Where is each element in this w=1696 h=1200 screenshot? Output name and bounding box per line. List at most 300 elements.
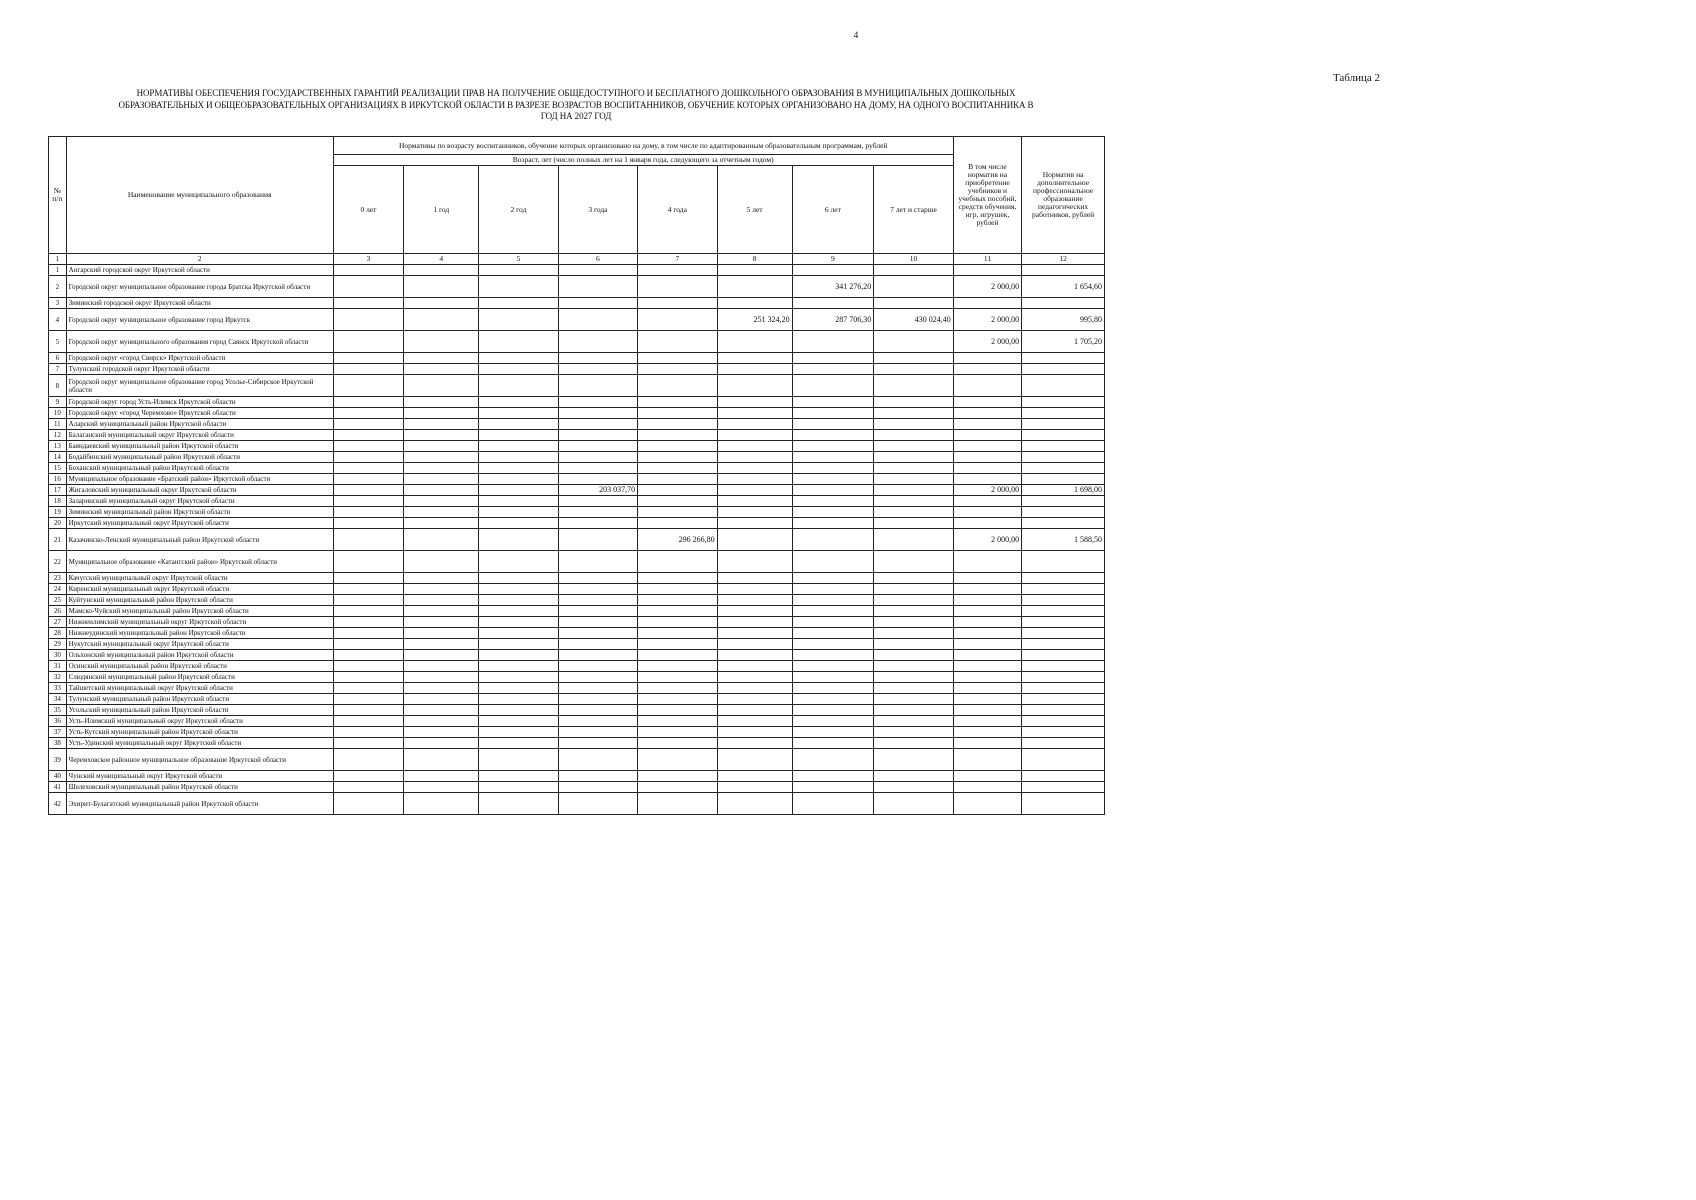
value-cell <box>792 628 874 639</box>
value-cell <box>953 771 1021 782</box>
value-cell <box>1022 749 1105 771</box>
value-cell <box>874 672 954 683</box>
table-row <box>49 265 1105 276</box>
value-cell <box>874 353 954 364</box>
row-number: 5 <box>49 331 67 353</box>
value-cell <box>953 705 1021 716</box>
value-cell <box>558 782 637 793</box>
municipality-name: Городской округ муниципальное образование город Усолье-Сибирское Иркутской области <box>66 375 333 397</box>
value-cell <box>874 551 954 573</box>
municipality-name: Слюдянский муниципальный район Иркутской области <box>66 672 333 683</box>
value-cell <box>792 573 874 584</box>
value-cell <box>874 474 954 485</box>
value-cell: 203 037,70 <box>558 485 637 496</box>
value-cell <box>404 551 479 573</box>
value-cell <box>953 397 1021 408</box>
value-cell <box>638 397 717 408</box>
value-cell <box>638 419 717 430</box>
municipality-name: Нижнеилимский муниципальный округ Иркутской области <box>66 617 333 628</box>
table-row <box>49 650 1105 661</box>
value-cell <box>404 430 479 441</box>
value-cell <box>792 749 874 771</box>
value-cell <box>792 551 874 573</box>
value-cell <box>717 298 792 309</box>
value-cell <box>333 738 404 749</box>
value-cell <box>792 331 874 353</box>
row-number: 35 <box>49 705 67 716</box>
table-row <box>49 661 1105 672</box>
value-cell <box>638 353 717 364</box>
value-cell <box>638 364 717 375</box>
value-cell <box>333 496 404 507</box>
value-cell <box>953 716 1021 727</box>
value-cell <box>874 793 954 815</box>
value-cell <box>638 782 717 793</box>
value-cell <box>792 705 874 716</box>
value-cell <box>333 617 404 628</box>
value-cell <box>638 793 717 815</box>
value-cell <box>558 705 637 716</box>
value-cell <box>874 463 954 474</box>
value-cell <box>638 551 717 573</box>
table-row <box>49 727 1105 738</box>
value-cell <box>717 749 792 771</box>
value-cell <box>404 639 479 650</box>
value-cell <box>1022 430 1105 441</box>
value-cell <box>638 408 717 419</box>
row-number: 11 <box>49 419 67 430</box>
value-cell <box>874 705 954 716</box>
row-number: 18 <box>49 496 67 507</box>
value-cell <box>874 331 954 353</box>
row-number: 24 <box>49 584 67 595</box>
row-number: 25 <box>49 595 67 606</box>
value-cell <box>479 661 558 672</box>
table-row <box>49 496 1105 507</box>
value-cell <box>717 617 792 628</box>
value-cell <box>717 276 792 298</box>
value-cell <box>638 650 717 661</box>
value-cell <box>1022 595 1105 606</box>
table-row <box>49 375 1105 397</box>
value-cell <box>1022 705 1105 716</box>
value-cell: 430 024,40 <box>874 309 954 331</box>
value-cell <box>404 364 479 375</box>
value-cell <box>479 628 558 639</box>
value-cell <box>558 364 637 375</box>
value-cell <box>333 749 404 771</box>
title-line: ОБРАЗОВАТЕЛЬНЫХ И ОБЩЕОБРАЗОВАТЕЛЬНЫХ ОРГАНИЗАЦИЯХ В ИРКУТСКОЙ ОБЛАСТИ В РАЗРЕЗЕ ВОЗРАСТОВ ВОСПИТАННИКОВ, ОБУЧЕНИЕ КОТОРЫХ ОРГАНИЗОВАНО НА ДОМУ, НА ОДНОГО ВОСПИТАННИКА В <box>118 99 1034 110</box>
row-number: 23 <box>49 573 67 584</box>
table-row <box>49 683 1105 694</box>
value-cell <box>717 771 792 782</box>
table-row <box>49 793 1105 815</box>
table-row <box>49 617 1105 628</box>
value-cell <box>792 397 874 408</box>
value-cell <box>717 463 792 474</box>
value-cell <box>404 782 479 793</box>
municipality-name: Зиминский городской округ Иркутской области <box>66 298 333 309</box>
header-age: 5 лет <box>717 166 792 254</box>
row-number: 17 <box>49 485 67 496</box>
value-cell <box>792 617 874 628</box>
value-cell <box>404 452 479 463</box>
value-cell <box>874 265 954 276</box>
value-cell <box>1022 771 1105 782</box>
value-cell <box>874 595 954 606</box>
value-cell <box>404 496 479 507</box>
table-row <box>49 782 1105 793</box>
value-cell <box>1022 507 1105 518</box>
value-cell <box>792 507 874 518</box>
column-number: 10 <box>874 254 954 265</box>
value-cell: 2 000,00 <box>953 529 1021 551</box>
value-cell <box>638 606 717 617</box>
row-number: 33 <box>49 683 67 694</box>
value-cell <box>479 430 558 441</box>
value-cell <box>874 518 954 529</box>
value-cell <box>638 716 717 727</box>
value-cell <box>874 430 954 441</box>
value-cell <box>953 419 1021 430</box>
value-cell <box>792 518 874 529</box>
value-cell <box>717 793 792 815</box>
table-row <box>49 628 1105 639</box>
value-cell <box>874 782 954 793</box>
value-cell <box>479 364 558 375</box>
table-row <box>49 606 1105 617</box>
value-cell <box>1022 496 1105 507</box>
value-cell <box>638 441 717 452</box>
value-cell <box>333 793 404 815</box>
value-cell <box>1022 551 1105 573</box>
value-cell <box>874 485 954 496</box>
value-cell <box>638 617 717 628</box>
value-cell <box>404 738 479 749</box>
table-row <box>49 430 1105 441</box>
value-cell <box>1022 683 1105 694</box>
value-cell <box>717 683 792 694</box>
value-cell <box>792 496 874 507</box>
table-row <box>49 276 1105 298</box>
value-cell <box>558 595 637 606</box>
row-number: 1 <box>49 265 67 276</box>
municipality-name: Усольский муниципальный район Иркутской области <box>66 705 333 716</box>
value-cell <box>479 782 558 793</box>
table-row <box>49 309 1105 331</box>
value-cell <box>953 518 1021 529</box>
value-cell <box>1022 661 1105 672</box>
value-cell <box>792 430 874 441</box>
value-cell <box>717 507 792 518</box>
value-cell <box>638 265 717 276</box>
value-cell <box>479 397 558 408</box>
value-cell <box>638 298 717 309</box>
value-cell <box>874 606 954 617</box>
value-cell <box>874 419 954 430</box>
value-cell <box>717 705 792 716</box>
header-age: 4 года <box>638 166 717 254</box>
value-cell <box>792 408 874 419</box>
value-cell <box>953 265 1021 276</box>
municipality-name: Городской округ муниципального образования город Саянск Иркутской области <box>66 331 333 353</box>
header-norms-group: Нормативы по возрасту воспитанников, обучение которых организовано на дому, в том числе по адаптированным образовательным программам, рублей <box>333 137 953 155</box>
table-row <box>49 551 1105 573</box>
value-cell <box>717 485 792 496</box>
value-cell <box>404 276 479 298</box>
value-cell <box>874 441 954 452</box>
column-number: 3 <box>333 254 404 265</box>
value-cell <box>792 584 874 595</box>
value-cell <box>479 650 558 661</box>
value-cell <box>333 408 404 419</box>
value-cell <box>953 628 1021 639</box>
value-cell <box>638 628 717 639</box>
value-cell <box>638 331 717 353</box>
table-row <box>49 463 1105 474</box>
value-cell <box>558 683 637 694</box>
value-cell <box>717 441 792 452</box>
value-cell <box>479 353 558 364</box>
value-cell <box>638 661 717 672</box>
value-cell <box>953 430 1021 441</box>
value-cell <box>1022 606 1105 617</box>
column-number: 2 <box>66 254 333 265</box>
value-cell <box>874 650 954 661</box>
value-cell <box>333 529 404 551</box>
value-cell <box>333 441 404 452</box>
municipality-name: Городской округ «город Черемхово» Иркутской области <box>66 408 333 419</box>
value-cell <box>953 375 1021 397</box>
row-number: 12 <box>49 430 67 441</box>
value-cell <box>717 672 792 683</box>
municipality-name: Заларинский муниципальный округ Иркутской области <box>66 496 333 507</box>
value-cell <box>404 353 479 364</box>
value-cell: 341 276,20 <box>792 276 874 298</box>
value-cell <box>333 507 404 518</box>
value-cell <box>333 606 404 617</box>
value-cell <box>638 375 717 397</box>
row-number: 14 <box>49 452 67 463</box>
value-cell <box>874 771 954 782</box>
value-cell <box>953 606 1021 617</box>
value-cell <box>558 672 637 683</box>
value-cell <box>558 639 637 650</box>
value-cell <box>1022 408 1105 419</box>
value-cell <box>717 716 792 727</box>
value-cell: 995,80 <box>1022 309 1105 331</box>
value-cell <box>638 595 717 606</box>
value-cell <box>333 265 404 276</box>
value-cell <box>874 364 954 375</box>
value-cell <box>558 727 637 738</box>
value-cell <box>558 430 637 441</box>
value-cell <box>404 705 479 716</box>
value-cell <box>874 617 954 628</box>
value-cell <box>638 518 717 529</box>
value-cell <box>404 672 479 683</box>
value-cell <box>479 529 558 551</box>
value-cell <box>558 628 637 639</box>
municipality-name: Балаганский муниципальный округ Иркутской области <box>66 430 333 441</box>
value-cell <box>953 364 1021 375</box>
row-number: 32 <box>49 672 67 683</box>
value-cell <box>479 738 558 749</box>
value-cell <box>953 694 1021 705</box>
title-line: НОРМАТИВЫ ОБЕСПЕЧЕНИЯ ГОСУДАРСТВЕННЫХ ГАРАНТИЙ РЕАЛИЗАЦИИ ПРАВ НА ПОЛУЧЕНИЕ ОБЩЕДОСТУПНОГО И БЕСПЛАТНОГО ДОШКОЛЬНОГО ОБРАЗОВАНИЯ В МУНИЦИПАЛЬНЫХ ДОШКОЛЬНЫХ <box>136 88 1016 98</box>
municipality-name: Тайшетский муниципальный округ Иркутской области <box>66 683 333 694</box>
table-row <box>49 397 1105 408</box>
municipality-name: Ольхонский муниципальный район Иркутской области <box>66 650 333 661</box>
table-row <box>49 507 1105 518</box>
value-cell <box>953 496 1021 507</box>
value-cell <box>717 331 792 353</box>
value-cell <box>1022 419 1105 430</box>
title-line: ГОД НА 2027 ГОД <box>540 111 612 121</box>
value-cell <box>333 397 404 408</box>
value-cell <box>404 771 479 782</box>
value-cell <box>479 694 558 705</box>
value-cell <box>717 650 792 661</box>
value-cell <box>1022 375 1105 397</box>
value-cell <box>333 771 404 782</box>
table-row <box>49 452 1105 463</box>
municipality-name: Киренский муниципальный округ Иркутской области <box>66 584 333 595</box>
value-cell <box>638 463 717 474</box>
row-number: 6 <box>49 353 67 364</box>
municipality-name: Усть-Кутский муниципальный район Иркутской области <box>66 727 333 738</box>
header-num: № п/п <box>49 137 67 254</box>
table-row <box>49 518 1105 529</box>
value-cell: 296 266,80 <box>638 529 717 551</box>
table-row <box>49 705 1105 716</box>
value-cell <box>558 408 637 419</box>
table-row <box>49 573 1105 584</box>
value-cell <box>1022 617 1105 628</box>
value-cell <box>638 276 717 298</box>
value-cell <box>333 452 404 463</box>
table-row <box>49 672 1105 683</box>
row-number: 13 <box>49 441 67 452</box>
value-cell: 2 000,00 <box>953 276 1021 298</box>
table-row <box>49 474 1105 485</box>
municipality-name: Боханский муниципальный район Иркутской области <box>66 463 333 474</box>
value-cell <box>638 705 717 716</box>
value-cell <box>404 749 479 771</box>
value-cell <box>479 683 558 694</box>
value-cell <box>404 463 479 474</box>
value-cell <box>874 397 954 408</box>
value-cell <box>333 463 404 474</box>
value-cell <box>1022 353 1105 364</box>
value-cell: 287 706,30 <box>792 309 874 331</box>
table-row <box>49 738 1105 749</box>
value-cell <box>333 485 404 496</box>
value-cell <box>558 617 637 628</box>
value-cell <box>792 661 874 672</box>
value-cell <box>792 727 874 738</box>
value-cell <box>953 661 1021 672</box>
value-cell <box>333 584 404 595</box>
value-cell <box>638 771 717 782</box>
value-cell <box>1022 474 1105 485</box>
document-title <box>46 88 1106 123</box>
value-cell <box>1022 782 1105 793</box>
value-cell <box>1022 518 1105 529</box>
column-number: 1 <box>49 254 67 265</box>
value-cell <box>792 595 874 606</box>
value-cell <box>479 595 558 606</box>
value-cell <box>792 782 874 793</box>
value-cell <box>792 265 874 276</box>
value-cell <box>1022 672 1105 683</box>
municipality-name: Иркутский муниципальный округ Иркутской области <box>66 518 333 529</box>
value-cell <box>717 727 792 738</box>
value-cell <box>404 518 479 529</box>
value-cell <box>792 529 874 551</box>
value-cell <box>333 782 404 793</box>
value-cell <box>1022 716 1105 727</box>
value-cell <box>874 298 954 309</box>
row-number: 4 <box>49 309 67 331</box>
value-cell <box>792 375 874 397</box>
municipality-name: Городской округ «город Свирск» Иркутской области <box>66 353 333 364</box>
table-row <box>49 529 1105 551</box>
value-cell <box>333 628 404 639</box>
value-cell <box>874 694 954 705</box>
value-cell <box>953 782 1021 793</box>
value-cell <box>717 353 792 364</box>
header-age: 3 года <box>558 166 637 254</box>
column-number: 8 <box>717 254 792 265</box>
header-additional: Норматив на дополнительное профессиональное образование педагогических работников, рублей <box>1022 137 1105 254</box>
municipality-name: Усть-Илимский муниципальный округ Иркутской области <box>66 716 333 727</box>
value-cell <box>717 573 792 584</box>
row-number: 41 <box>49 782 67 793</box>
value-cell <box>792 694 874 705</box>
value-cell <box>1022 573 1105 584</box>
header-incl: В том числе норматив на приобретение учебников и учебных пособий, средств обучения, игр, игрушек, рублей <box>953 137 1021 254</box>
value-cell <box>1022 584 1105 595</box>
municipality-name: Бодайбинский муниципальный район Иркутской области <box>66 452 333 463</box>
value-cell <box>638 309 717 331</box>
value-cell <box>717 738 792 749</box>
value-cell <box>479 452 558 463</box>
value-cell <box>479 573 558 584</box>
municipality-name: Муниципальное образование «Братский район» Иркутской области <box>66 474 333 485</box>
value-cell <box>333 309 404 331</box>
column-number: 11 <box>953 254 1021 265</box>
value-cell <box>792 298 874 309</box>
value-cell <box>638 452 717 463</box>
value-cell <box>1022 628 1105 639</box>
row-number: 2 <box>49 276 67 298</box>
value-cell <box>717 518 792 529</box>
value-cell <box>874 683 954 694</box>
municipality-name: Нукутский муниципальный округ Иркутской области <box>66 639 333 650</box>
municipality-name: Муниципальное образование «Катангский район» Иркутской области <box>66 551 333 573</box>
value-cell <box>479 551 558 573</box>
value-cell <box>874 661 954 672</box>
header-age: 6 лет <box>792 166 874 254</box>
municipality-name: Ангарский городской округ Иркутской области <box>66 265 333 276</box>
value-cell <box>717 364 792 375</box>
table-row <box>49 771 1105 782</box>
municipality-name: Баяндаевский муниципальный район Иркутской области <box>66 441 333 452</box>
value-cell <box>333 639 404 650</box>
value-cell <box>558 716 637 727</box>
value-cell <box>792 606 874 617</box>
